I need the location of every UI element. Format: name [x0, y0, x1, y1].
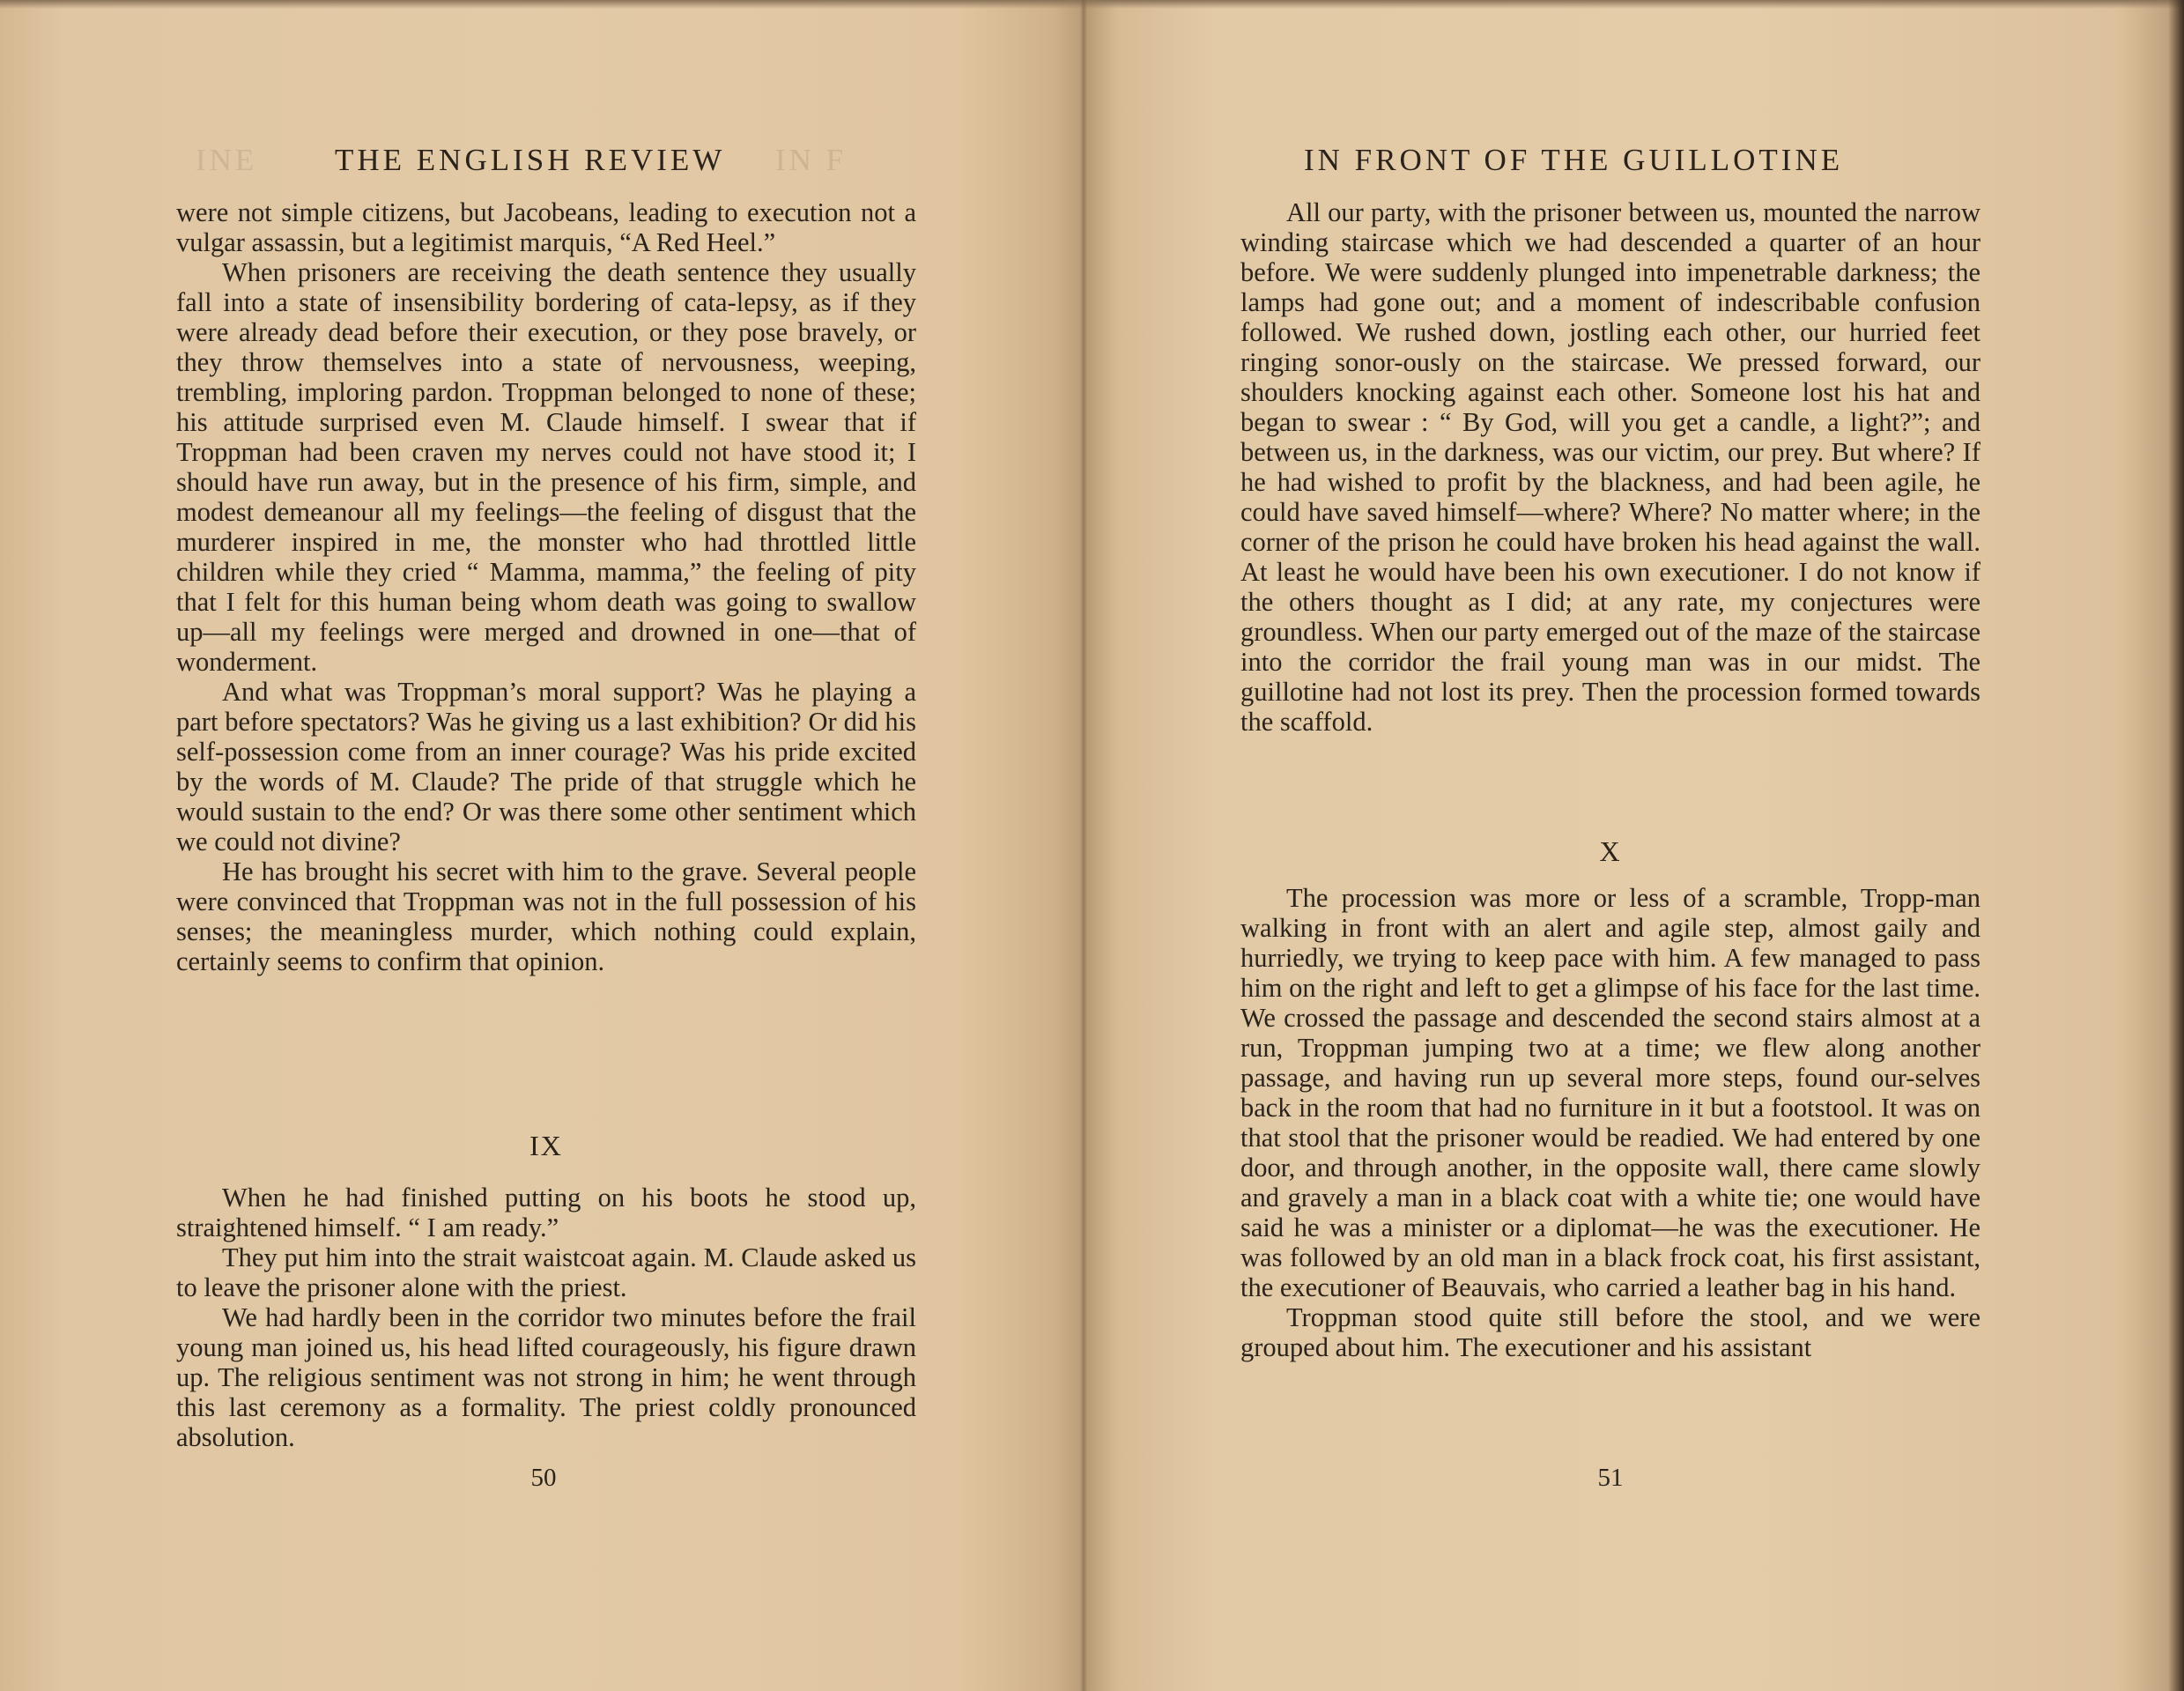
paragraph: We had hardly been in the corridor two minutes before the frail young man joined us, his head lifted courageously, his figure drawn up. The religious sentiment was not strong in him; he went through this last ceremony as a formality. The priest coldly pronounced absolution. — [176, 1302, 916, 1452]
book-gutter — [1080, 0, 1087, 1691]
paragraph: All our party, with the prisoner between us, mounted the narrow winding staircase which we had descended a quarter of an hour before. We were suddenly plunged into impenetrable darkness; the lamps had gone out; and a moment of indescribable confusion followed. We rushed down, jostling each other, our hurried feet ringing sonor-ously on the staircase. We pressed forward, our shoulders knocking against each other. Someone lost his hat and began to swear : “ By God, will you get a candle, a light?”; and between us, in the darkness, was our victim, our prey. But where? If he had wished to profit by the blackness, and had been agile, he could have saved himself—where? Where? No matter where; in the corner of the prison he could have broken his head against the wall. At least he would have been his own executioner. I do not know if the others thought as I did; at any rate, my conjectures were groundless. When our party emerged out of the maze of the staircase into the corridor the frail young man was in our midst. The guillotine had not lost its prey. Then the procession formed towards the scaffold. — [1240, 197, 1980, 737]
page-top-edge — [1085, 0, 2184, 9]
page-top-edge — [0, 0, 1085, 9]
paragraph: Troppman stood quite still before the stool, and we were grouped about him. The executioner and his assistant — [1240, 1302, 1980, 1362]
section-numeral: IX — [529, 1130, 563, 1161]
paragraph: And what was Troppman’s moral support? Was he playing a part before spectators? Was he giving us a last exhibition? Or did his self-possession come from an inner courage? Was his pride excited by the words of M. Claude? The pride of that struggle which he would sustain to the end? Or was there some other sentiment which we could not divine? — [176, 677, 916, 857]
left-page — [0, 0, 1085, 1691]
paragraph: When he had finished putting on his boots he stood up, straightened himself. “ I am ready.” — [176, 1183, 916, 1242]
paragraph: When prisoners are receiving the death sentence they usually fall into a state of insensibility bordering of cata-lepsy, as if they were already dead before their execution, or they pose bravely, or they throw themselves into a state of nervousness, weeping, trembling, imploring pardon. Troppman belonged to none of these; his attitude surprised even M. Claude himself. I swear that if Troppman had been craven my nerves could not have stood it; I should have run away, but in the presence of his firm, simple, and modest demeanour all my feelings—the feeling of disgust that the murderer inspired in me, the monster who had throttled little children while they cried “ Mamma, mamma,” the feeling of pity that I felt for this human being whom death was going to swallow up—all my feelings were merged and drowned in one—that of wonderment. — [176, 257, 916, 677]
running-head: IN FRONT OF THE GUILLOTINE — [1304, 143, 1844, 177]
paragraph: were not simple citizens, but Jacobeans, leading to execution not a vulgar assassin, but a legitimist marquis, “A Red Heel.” — [176, 197, 916, 257]
paragraph: He has brought his secret with him to the grave. Several people were convinced that Troppman was not in the full possession of his senses; the meaningless murder, which nothing could explain, certainly seems to confirm that opinion. — [176, 857, 916, 976]
body-text-bottom — [1240, 883, 1980, 1362]
section-numeral: X — [1599, 835, 1622, 867]
paragraph: The procession was more or less of a scramble, Tropp-man walking in front with an alert and agile step, almost gaily and hurriedly, we trying to keep pace with him. A few managed to pass him on the right and left to get a glimpse of his face for the last time. We crossed the passage and descended the second stairs almost at a run, Troppman jumping two at a time; we flew along another passage, and having run up several more steps, found our-selves back in the room that had no furniture in it but a footstool. It was on that stool that the prisoner would be readied. We had entered by one door, and through another, in the opposite wall, there came slowly and gravely a man in a black coat with a white tie; one would have said he was a minister or a diplomat—he was the executioner. He was followed by an old man in a black frock coat, his first assistant, the executioner of Beauvais, who carried a leather bag in his hand. — [1240, 883, 1980, 1302]
body-text-top — [1240, 197, 1980, 737]
page-number: 51 — [1597, 1464, 1624, 1492]
bleed-through-heading-right: IN F — [775, 143, 848, 177]
body-text-top — [176, 197, 916, 976]
page-right-edge — [2168, 0, 2184, 1691]
page-number: 50 — [530, 1464, 557, 1492]
paragraph: They put him into the strait waistcoat again. M. Claude asked us to leave the prisoner alone with the priest. — [176, 1242, 916, 1302]
body-text-bottom — [176, 1183, 916, 1452]
bleed-through-heading: INE — [196, 143, 258, 177]
running-head: THE ENGLISH REVIEW — [335, 143, 726, 177]
right-page — [1085, 0, 2184, 1691]
